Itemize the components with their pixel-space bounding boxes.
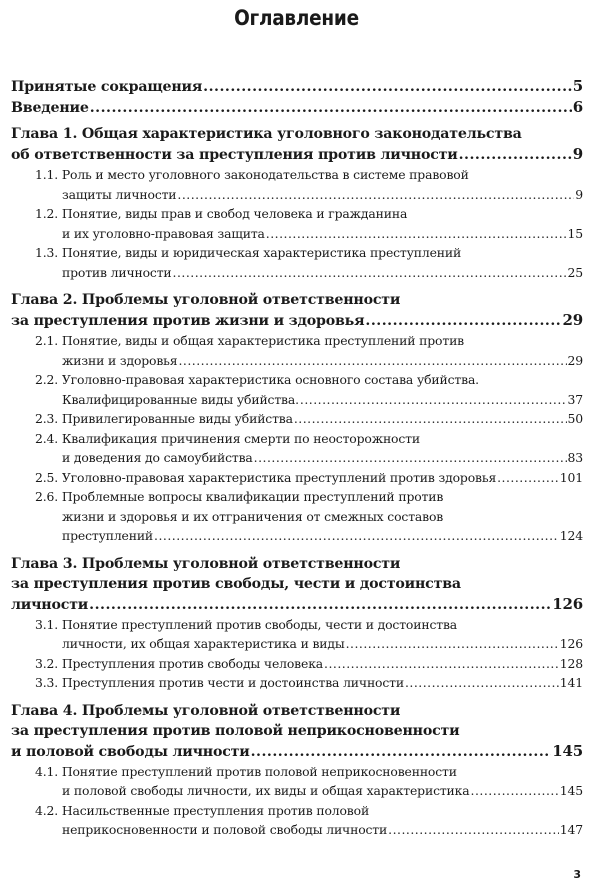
toc-entry-line [11, 310, 583, 331]
toc-entry-text: и доведения до самоубийства [62, 450, 253, 465]
toc-page-number: 6 [572, 98, 583, 116]
toc-entry-text: Глава 3. Проблемы уголовной ответственности [11, 555, 401, 572]
toc-entry-line [35, 781, 583, 801]
toc-entry-line [11, 290, 583, 310]
toc-entry-line [35, 634, 583, 654]
toc-entry-line [11, 741, 583, 762]
toc-section-entry[interactable] [35, 762, 583, 801]
toc-entry-text: Глава 2. Проблемы уголовной ответственности [11, 292, 401, 308]
toc-entry-line [11, 721, 583, 741]
toc-entry-text: и половой свободы личности, их виды и общая характеристика [62, 783, 470, 798]
toc-entry-line [11, 144, 583, 165]
toc-entry-line [35, 243, 583, 263]
table-of-contents [11, 76, 583, 840]
toc-entry-text: 2.4. Квалификация причинения смерти по неосторожности [35, 430, 420, 446]
toc-entry-line [11, 124, 583, 144]
toc-section-entry[interactable] [35, 243, 583, 282]
dot-leader [497, 468, 559, 488]
toc-entry-text: 3.1. Понятие преступлений против свободы, чести и достоинства [35, 616, 458, 632]
toc-section-entry[interactable] [35, 429, 583, 468]
toc-page-number: 5 [572, 77, 583, 95]
toc-page-number: 128 [559, 655, 583, 671]
toc-entry-line [35, 762, 583, 782]
toc-chapter-entry[interactable] [11, 124, 583, 165]
toc-entry-line [35, 526, 583, 546]
dot-leader [178, 351, 566, 371]
toc-chapter-entry[interactable] [11, 554, 583, 615]
toc-page-number: 29 [562, 311, 583, 329]
dot-leader [324, 654, 559, 674]
toc-entry-line [11, 97, 583, 118]
dot-leader [254, 448, 567, 468]
dot-leader [405, 673, 559, 693]
toc-entry-text: 3.2. Преступления против свободы человека [35, 655, 324, 671]
toc-entry-text: защиты личности [62, 186, 177, 202]
toc-entry-text: 2.1. Понятие, виды и общая характеристика преступлений против [35, 333, 464, 348]
toc-entry-line [11, 594, 583, 615]
toc-entry-text: личности, их общая характеристика и виды [62, 636, 345, 651]
toc-entry-line [11, 574, 583, 594]
toc-entry-text: жизни и здоровья [62, 352, 178, 368]
toc-entry-text: за преступления против половой неприкосновенности [11, 722, 460, 739]
toc-page-number: 145 [552, 741, 583, 760]
toc-entry-line [35, 673, 583, 693]
page-title: Оглавление [234, 6, 359, 30]
toc-entry-text: 3.3. Преступления против чести и достоинства личности [35, 675, 404, 690]
toc-entry-line [35, 351, 583, 371]
toc-page-number: 124 [559, 528, 583, 543]
toc-entry-text: 2.3. Привилегированные виды убийства [35, 411, 293, 426]
toc-page-number: 15 [567, 225, 583, 241]
dot-leader [90, 98, 572, 118]
toc-chapter-entry[interactable] [11, 701, 583, 762]
toc-section-entry[interactable] [35, 487, 583, 546]
toc-entry-line [35, 801, 583, 821]
dot-leader [300, 390, 567, 410]
toc-entry-text: Глава 4. Проблемы уголовной ответственности [11, 702, 401, 719]
toc-entry-text: Глава 1. Общая характеристика уголовного законодательства [11, 126, 522, 142]
toc-entry-line [35, 487, 583, 507]
toc-entry-line [11, 701, 583, 721]
toc-entry-line [35, 448, 583, 468]
toc-page-number: 141 [559, 675, 583, 690]
toc-page-number: 37 [567, 391, 583, 407]
toc-section-entry[interactable] [35, 331, 583, 370]
toc-entry-text: за преступления против свободы, чести и достоинства [11, 575, 461, 592]
dot-leader [388, 820, 559, 840]
toc-entry-line [35, 409, 583, 429]
toc-section-entry[interactable] [35, 615, 583, 654]
dot-leader [346, 634, 559, 654]
toc-entry-text: 1.2. Понятие, виды прав и свобод человека и гражданина [35, 206, 408, 221]
toc-entry-line [35, 370, 583, 390]
toc-page-number: 9 [575, 186, 583, 202]
toc-entry-text: 1.3. Понятие, виды и юридическая характеристика преступлений [35, 245, 462, 260]
toc-entry-line [11, 76, 583, 97]
toc-page-number: 9 [572, 145, 583, 163]
toc-entry-text: и их уголовно-правовая защита [62, 225, 265, 241]
toc-entry-line [35, 654, 583, 674]
toc-page-number: 147 [559, 822, 583, 837]
toc-section-entry[interactable] [35, 673, 583, 693]
toc-section-entry[interactable] [35, 801, 583, 840]
dot-leader [459, 145, 572, 165]
toc-entry-line [35, 820, 583, 840]
toc-entry-text: 2.6. Проблемные вопросы квалификации преступлений против [35, 489, 444, 504]
toc-entry-text: Введение [11, 100, 89, 116]
toc-entry-line [35, 429, 583, 449]
toc-entry-text: жизни и здоровья и их отграничения от смежных составов [62, 508, 444, 524]
toc-entry-text: 2.2. Уголовно-правовая характеристика основного состава убийства. [35, 372, 479, 387]
dot-leader [89, 595, 551, 615]
toc-entry-line [11, 554, 583, 574]
toc-entry-line [35, 224, 583, 244]
dot-leader [471, 781, 559, 801]
toc-page-number: 145 [559, 783, 583, 798]
dot-leader [203, 77, 572, 97]
toc-entry-line [35, 331, 583, 351]
toc-entry-text: преступлений [62, 528, 154, 543]
toc-section-entry[interactable] [35, 654, 583, 674]
toc-page-number: 50 [567, 411, 583, 426]
toc-entry-line [35, 507, 583, 527]
toc-chapter-entry[interactable] [11, 97, 583, 118]
toc-entry-line [35, 263, 583, 283]
toc-entry-text: 2.5. Уголовно-правовая характеристика преступлений против здоровья [35, 469, 497, 485]
dot-leader [154, 526, 559, 546]
toc-chapter-entry[interactable] [11, 290, 583, 331]
dot-leader [266, 224, 567, 244]
toc-entry-text: Квалифицированные виды убийства. [62, 391, 299, 407]
toc-entry-text: 4.2. Насильственные преступления против половой [35, 802, 370, 818]
toc-section-entry[interactable] [35, 409, 583, 429]
dot-leader [365, 311, 561, 331]
toc-entry-text: и половой свободы личности [11, 743, 250, 760]
toc-entry-line [35, 390, 583, 410]
toc-page-number: 126 [552, 594, 583, 613]
toc-entry-text: личности [11, 596, 89, 613]
toc-entry-line [35, 165, 583, 185]
toc-entry-text: неприкосновенности и половой свободы личности [62, 822, 388, 837]
toc-entry-line [35, 468, 583, 488]
page-number: 3 [573, 868, 581, 881]
dot-leader [173, 263, 567, 283]
toc-entry-text: за преступления против жизни и здоровья [11, 313, 365, 329]
toc-page-number: 29 [567, 352, 583, 368]
toc-section-entry[interactable] [35, 204, 583, 243]
toc-page-number: 101 [559, 469, 583, 485]
toc-entry-text: 1.1. Роль и место уголовного законодательства в системе правовой [35, 167, 469, 182]
toc-section-entry[interactable] [35, 370, 583, 409]
dot-leader [294, 409, 567, 429]
toc-entry-text: 4.1. Понятие преступлений против половой неприкосновенности [35, 763, 457, 779]
toc-page-number: 25 [567, 264, 583, 280]
toc-entry-text: об ответственности за преступления против личности [11, 147, 458, 163]
toc-section-entry[interactable] [35, 468, 583, 488]
toc-entry-line [35, 204, 583, 224]
dot-leader [251, 742, 552, 762]
toc-page-number: 83 [567, 450, 583, 465]
toc-entry-line [35, 615, 583, 635]
toc-entry-text: Принятые сокращения [11, 79, 203, 95]
toc-page-number: 126 [559, 636, 583, 651]
toc-entry-line [35, 185, 583, 205]
toc-entry-text: против личности [62, 264, 172, 280]
toc-chapter-entry[interactable] [11, 76, 583, 97]
toc-section-entry[interactable] [35, 165, 583, 204]
dot-leader [177, 185, 574, 205]
